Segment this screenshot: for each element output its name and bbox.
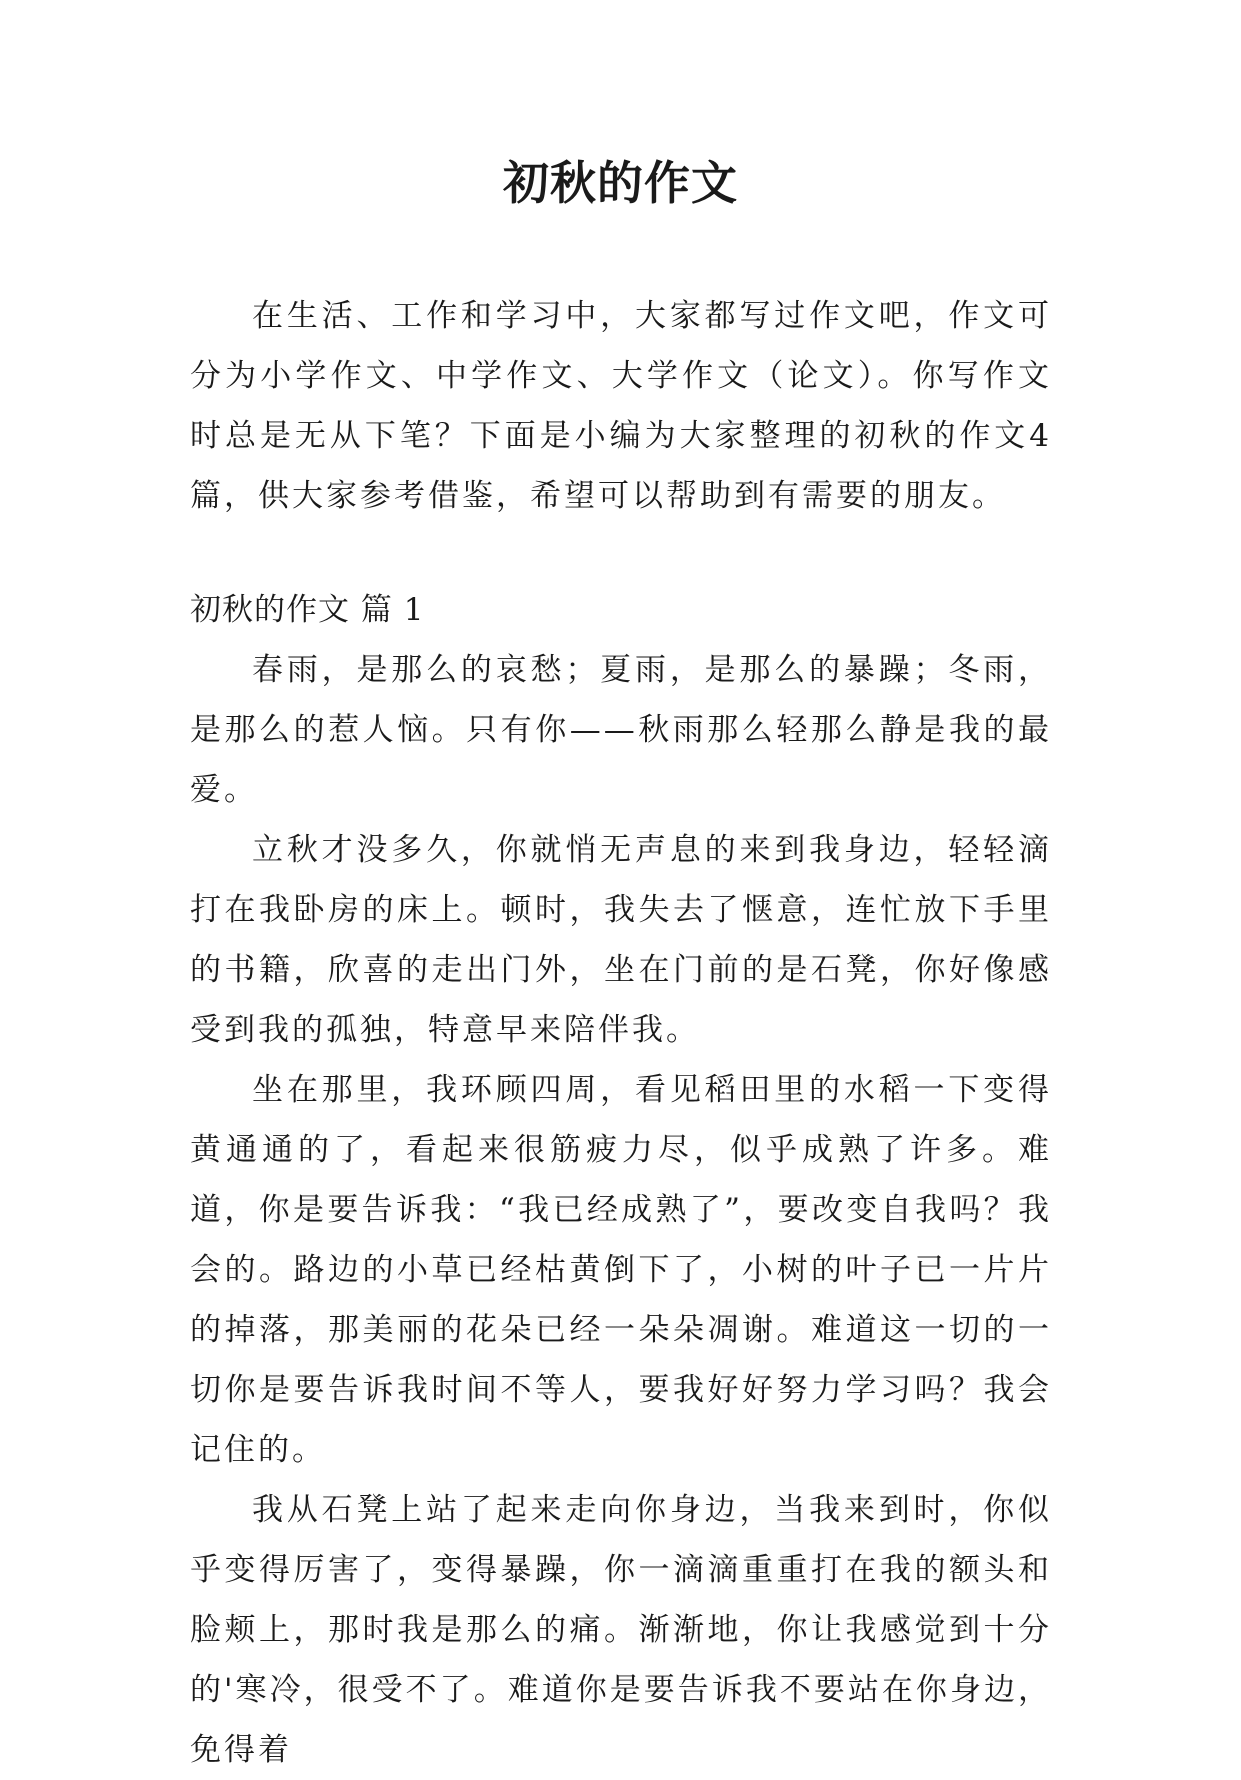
- body-paragraph: 我从石凳上站了起来走向你身边，当我来到时，你似乎变得厉害了，变得暴躁，你一滴滴重重打在我的额头和脸颊上，那时我是那么的痛。渐渐地，你让我感觉到十分的'寒冷，很受不了。难道你是要告诉我不要站在你身边，免得着: [190, 1492, 1052, 1768]
- intro-paragraph: 在生活、工作和学习中，大家都写过作文吧，作文可分为小学作文、中学作文、大学作文（论文）。你写作文时总是无从下笔？下面是小编为大家整理的初秋的作文4篇，供大家参考借鉴，希望可以帮助到有需要的朋友。: [190, 298, 1052, 514]
- document-title: 初秋的作文: [503, 156, 738, 210]
- body-paragraph: 春雨，是那么的哀愁；夏雨，是那么的暴躁；冬雨，是那么的惹人恼。只有你——秋雨那么轻那么静是我的最爱。: [190, 652, 1052, 808]
- section-heading: 初秋的作文 篇 1: [190, 592, 425, 628]
- body-paragraph: 坐在那里，我环顾四周，看见稻田里的水稻一下变得黄通通的了，看起来很筋疲力尽，似乎成熟了许多。难道，你是要告诉我：“我已经成熟了”，要改变自我吗？我会的。路边的小草已经枯黄倒下了，小树的叶子已一片片的掉落，那美丽的花朵已经一朵朵凋谢。难道这一切的一切你是要告诉我时间不等人，要我好好努力学习吗？我会记住的。: [190, 1072, 1052, 1468]
- body-paragraph: 立秋才没多久，你就悄无声息的来到我身边，轻轻滴打在我卧房的床上。顿时，我失去了惬意，连忙放下手里的书籍，欣喜的走出门外，坐在门前的是石凳，你好像感受到我的孤独，特意早来陪伴我。: [190, 832, 1052, 1048]
- document-body: [190, 286, 1052, 1780]
